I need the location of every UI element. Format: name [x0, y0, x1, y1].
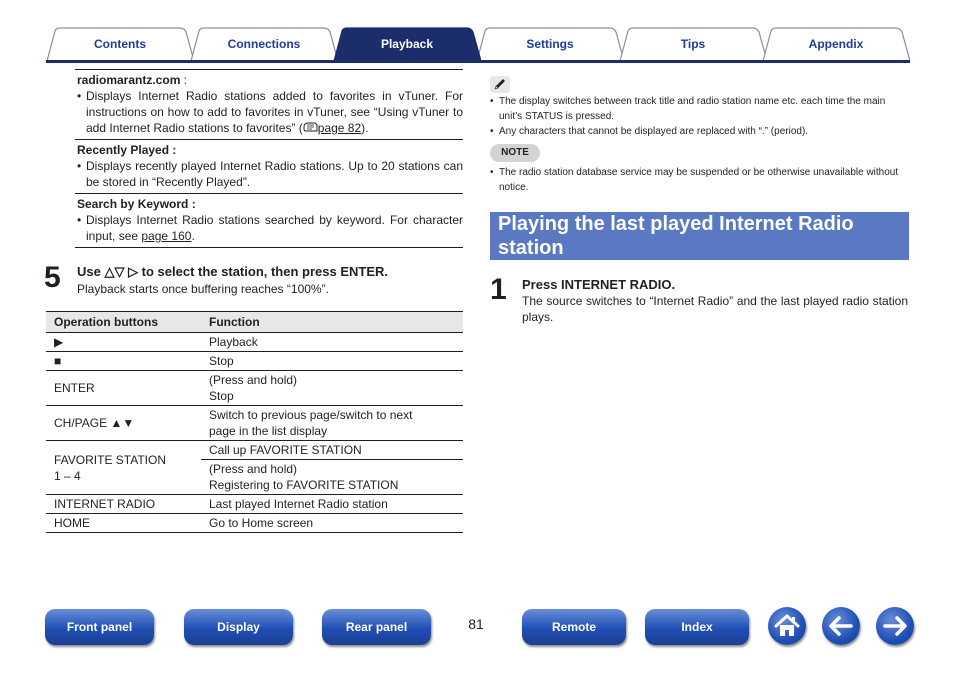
step-description: Playback starts once buffering reaches “100%”. [77, 282, 329, 296]
definition-text: • Displays recently played Internet Radio stations. Up to 20 stations can be stored in “Recently Played”. [77, 158, 463, 190]
definition-text: • Displays Internet Radio stations added to favorites in vTuner. For instructions on how to add to favorites in vTuner, see “Using vTuner to add Internet Radio stations to favorites” ( page 82). [77, 88, 463, 136]
function-cell: Switch to previous page/switch to next page in the list display [201, 406, 463, 441]
step-title: Use △▽ ▷ to select the station, then press ENTER. [77, 264, 389, 279]
step-title: Press INTERNET RADIO. [522, 277, 676, 292]
definition-term: Recently Played : [77, 143, 177, 157]
rear-panel-button[interactable]: Rear panel [322, 609, 431, 645]
display-button[interactable]: Display [184, 609, 293, 645]
page-reference-icon [303, 122, 318, 133]
column-header: Function [201, 312, 463, 333]
step-number: 1 [490, 273, 507, 306]
section-heading: Playing the last played Internet Radio station [490, 212, 909, 260]
tab-bar [46, 27, 910, 63]
table-row [46, 406, 463, 441]
stop-button-cell: ■ [46, 352, 201, 371]
forward-button[interactable] [876, 607, 914, 645]
operation-table [46, 311, 463, 533]
tab-label: Contents [94, 37, 146, 51]
tab-appendix[interactable] [762, 27, 910, 61]
table-row [46, 333, 463, 352]
play-button-cell: ▶ [46, 333, 201, 352]
table-row [46, 352, 463, 371]
definition-term: Search by Keyword : [77, 197, 196, 211]
note-badge: NOTE [490, 144, 540, 162]
favorite-station-button-cell: FAVORITE STATION 1 – 4 [46, 441, 201, 495]
tab-label: Playback [380, 37, 434, 51]
notes-list [490, 165, 910, 195]
function-cell: Call up FAVORITE STATION [201, 441, 463, 460]
tip-item: • The display switches between track title and radio station name etc. each time the main unit’s STATUS is pressed. [490, 94, 910, 124]
function-cell: Go to Home screen [201, 514, 463, 533]
tips-list [490, 94, 910, 139]
tab-label: Appendix [808, 37, 864, 51]
table-row [46, 371, 463, 406]
definition-term: radiomarantz.com : [77, 73, 188, 87]
function-cell: Last played Internet Radio station [201, 495, 463, 514]
tab-tips[interactable] [619, 27, 767, 61]
tab-baseline [46, 60, 910, 63]
chpage-button-cell: CH/PAGE ▲▼ [46, 406, 201, 441]
tab-settings[interactable] [476, 27, 624, 61]
tab-label: Tips [680, 37, 706, 51]
definition-list [75, 69, 463, 248]
page-160-link[interactable]: page 160 [141, 229, 192, 243]
definition-search-by-keyword [75, 194, 463, 248]
step-description: The source switches to “Internet Radio” and the last played radio station plays. [522, 294, 908, 324]
table-row [46, 495, 463, 514]
arrow-right-icon [876, 607, 914, 645]
back-button[interactable] [822, 607, 860, 645]
definition-text: • Displays Internet Radio stations searched by keyword. For character input, see page 160. [77, 212, 463, 244]
page-number: 81 [468, 616, 484, 632]
front-panel-button[interactable]: Front panel [45, 609, 154, 645]
tab-connections[interactable] [190, 27, 338, 61]
definition-radiomarantz [75, 70, 463, 140]
page-82-link[interactable]: page 82 [317, 121, 362, 135]
table-header-row [46, 312, 463, 333]
tab-contents[interactable] [46, 27, 194, 61]
note-item: • The radio station database service may be suspended or be otherwise unavailable without notice. [490, 165, 910, 195]
function-cell: Playback [201, 333, 463, 352]
step-number: 5 [44, 261, 61, 294]
table-row [46, 441, 463, 460]
internet-radio-button-cell: INTERNET RADIO [46, 495, 201, 514]
function-cell: (Press and hold) Stop [201, 371, 463, 406]
home-button[interactable] [768, 607, 806, 645]
remote-button[interactable]: Remote [522, 609, 626, 645]
home-icon [768, 607, 806, 645]
function-cell: Stop [201, 352, 463, 371]
arrow-left-icon [822, 607, 860, 645]
column-header: Operation buttons [46, 312, 201, 333]
home-button-cell: HOME [46, 514, 201, 533]
tab-playback[interactable] [333, 27, 481, 61]
function-cell: (Press and hold) Registering to FAVORITE STATION [201, 460, 463, 495]
table-row [46, 514, 463, 533]
definition-recently-played [75, 140, 463, 194]
tip-item: • Any characters that cannot be displayed are replaced with “.” (period). [490, 124, 910, 139]
pencil-icon [490, 76, 510, 93]
enter-button-cell: ENTER [46, 371, 201, 406]
tab-label: Connections [227, 37, 301, 51]
tab-label: Settings [526, 37, 574, 51]
index-button[interactable]: Index [645, 609, 749, 645]
